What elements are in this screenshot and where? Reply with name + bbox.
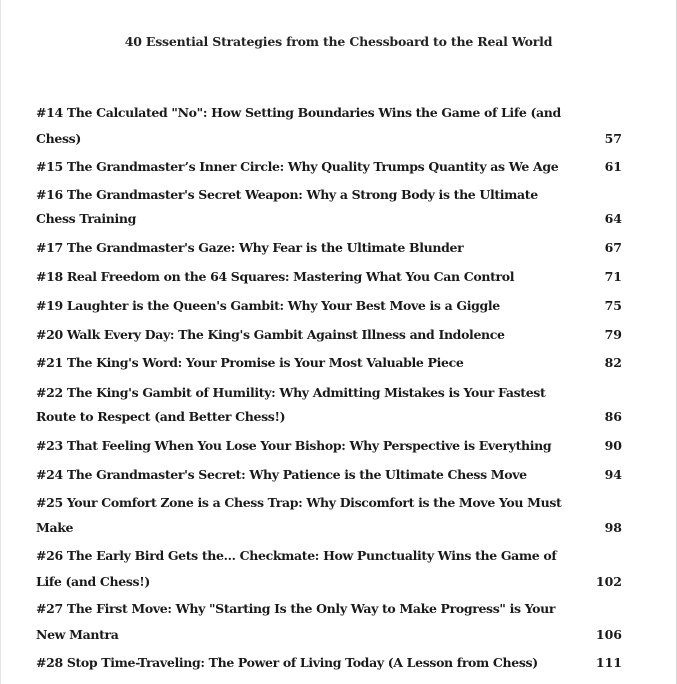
toc-entry-title-line: #26 The Early Bird Gets the... Checkmate: How Punctuality Wins the Game of xyxy=(36,548,557,563)
toc-entry-title-line: #23 That Feeling When You Lose Your Bishop: Why Perspective is Everything xyxy=(36,438,552,453)
toc-page-number: 82 xyxy=(604,355,622,370)
toc-page-number: 67 xyxy=(604,240,622,255)
toc-entry-title-line: Route to Respect (and Better Chess!) xyxy=(36,409,286,424)
toc-page-number: 102 xyxy=(595,574,622,589)
page-left-edge xyxy=(0,0,1,684)
toc-page-number: 64 xyxy=(604,211,622,226)
toc-entry-title-line: #25 Your Comfort Zone is a Chess Trap: Why Discomfort is the Move You Must xyxy=(36,495,562,510)
toc-entry-title-line: #18 Real Freedom on the 64 Squares: Mastering What You Can Control xyxy=(36,269,515,284)
page-header-title: 40 Essential Strategies from the Chessboard to the Real World xyxy=(124,34,553,49)
toc-entry-title-line: #28 Stop Time-Traveling: The Power of Living Today (A Lesson from Chess) xyxy=(36,655,538,670)
toc-entry-title-line: #17 The Grandmaster's Gaze: Why Fear is the Ultimate Blunder xyxy=(36,240,464,255)
toc-page-number: 57 xyxy=(604,131,622,146)
toc-entry-title-line: Chess Training xyxy=(36,211,137,226)
toc-page-number: 106 xyxy=(595,627,622,642)
toc-page-number: 111 xyxy=(595,655,622,670)
toc-page-number: 90 xyxy=(604,438,622,453)
toc-page-number: 61 xyxy=(604,159,622,174)
toc-entry-title-line: #16 The Grandmaster's Secret Weapon: Why a Strong Body is the Ultimate xyxy=(36,187,538,202)
toc-page-number: 94 xyxy=(604,467,622,482)
toc-entry-title-line: #22 The King's Gambit of Humility: Why Admitting Mistakes is Your Fastest xyxy=(36,385,546,400)
toc-entry-title-line: #19 Laughter is the Queen's Gambit: Why Your Best Move is a Giggle xyxy=(36,298,500,313)
toc-entry-title-line: #24 The Grandmaster's Secret: Why Patience is the Ultimate Chess Move xyxy=(36,467,527,482)
toc-entry-title-line: #21 The King's Word: Your Promise is Your Most Valuable Piece xyxy=(36,355,464,370)
toc-entry-title-line: #20 Walk Every Day: The King's Gambit Against Illness and Indolence xyxy=(36,327,505,342)
toc-page-number: 75 xyxy=(604,298,622,313)
toc-entry-title-line: Life (and Chess!) xyxy=(36,574,150,589)
toc-entry-title-line: Make xyxy=(36,520,74,535)
toc-entry-title-line: Chess) xyxy=(36,131,81,146)
toc-entry-title-line: New Mantra xyxy=(36,627,119,642)
toc-page-number: 98 xyxy=(604,520,622,535)
toc-entry-title-line: #15 The Grandmaster’s Inner Circle: Why Quality Trumps Quantity as We Age xyxy=(36,159,559,174)
toc-page-number: 71 xyxy=(604,269,622,284)
toc-page-number: 86 xyxy=(604,409,622,424)
toc-page-number: 79 xyxy=(604,327,622,342)
toc-entry-title-line: #27 The First Move: Why "Starting Is the Only Way to Make Progress" is Your xyxy=(36,601,556,616)
toc-entry-title-line: #14 The Calculated "No": How Setting Boundaries Wins the Game of Life (and xyxy=(36,105,561,120)
